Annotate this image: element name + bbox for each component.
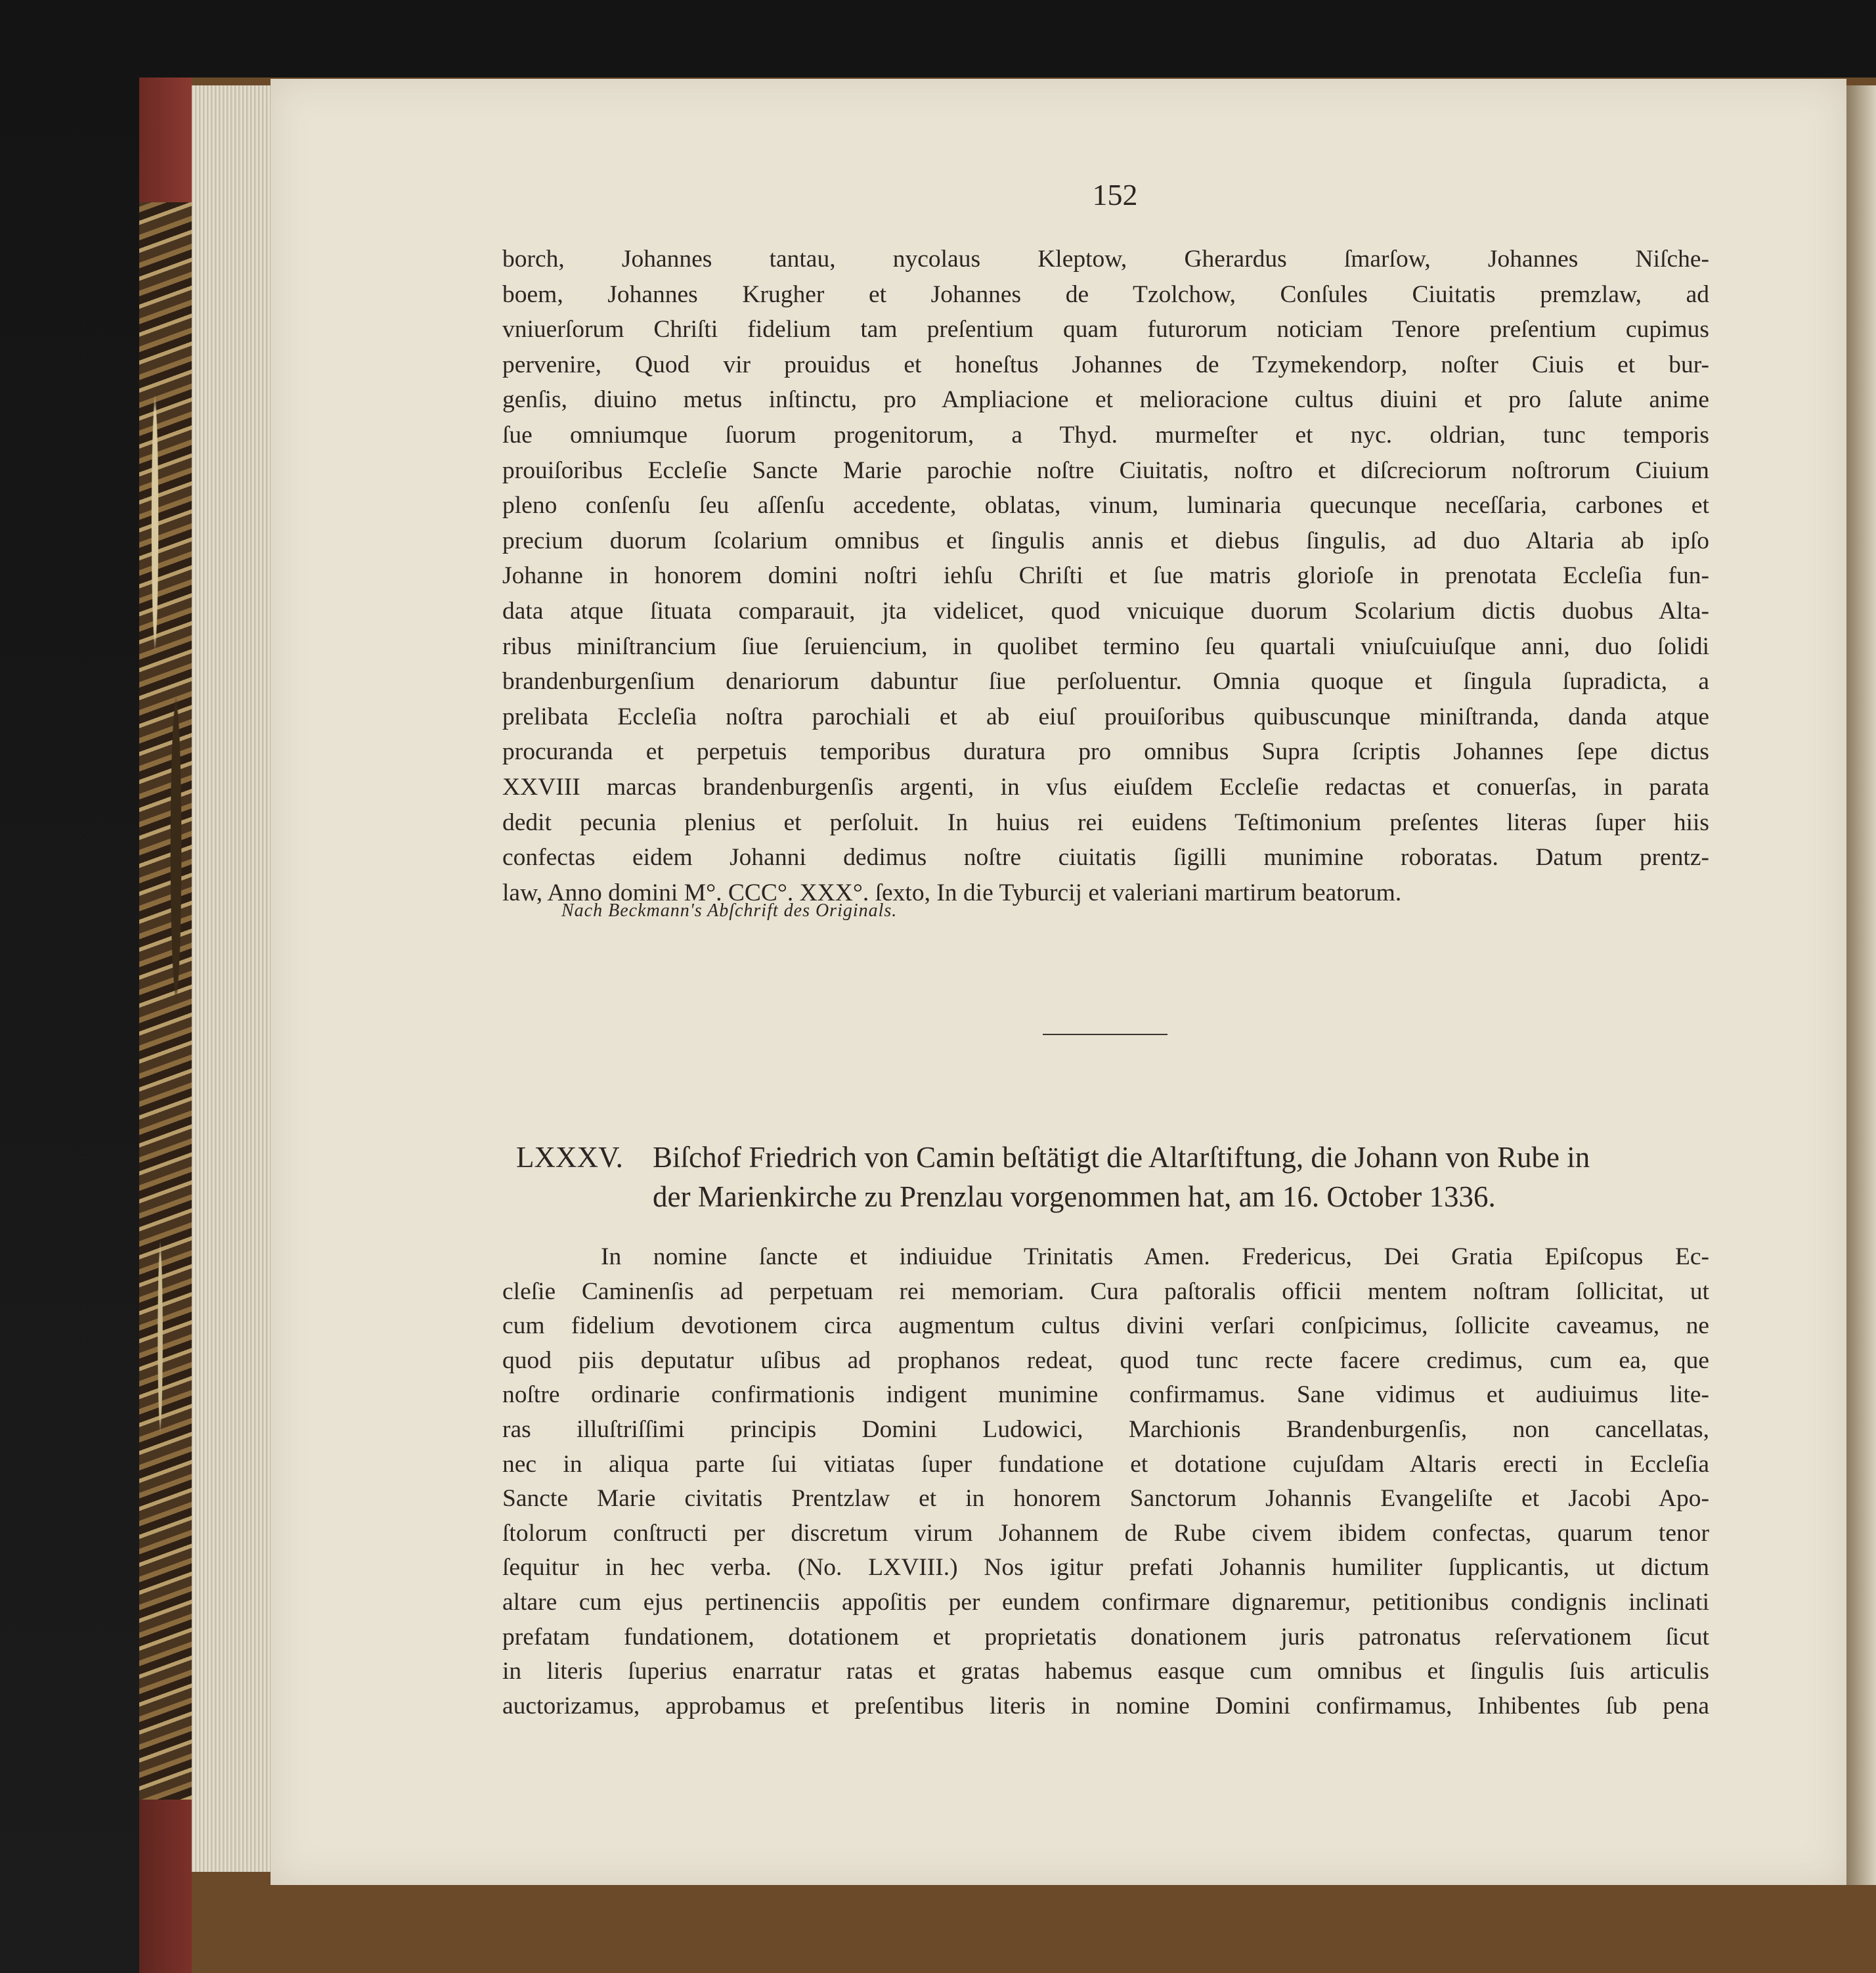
text-line: noſtre ordinarie confirmationis indigent munimine confirmamus. Sane vidimus et audiuimus lite- [502, 1381, 1709, 1409]
text-line: cum fidelium devotionem circa augmentum cultus divini verſari conſpicimus, ſollicite caveamus, ne [502, 1312, 1709, 1340]
text-line: In nomine ſancte et indiuidue Trinitatis Amen. Fredericus, Dei Gratia Epiſcopus Ec- [601, 1243, 1709, 1270]
text-line: pervenire, Quod vir prouidus et honeſtus Johannes de Tzymekendorp, noſter Ciuis et bur- [502, 351, 1709, 378]
text-line: ſtolorum conſtructi per discretum virum Johannem de Rube civem ibidem confectas, quarum tenor [502, 1519, 1709, 1547]
text-line: data atque ſituata comparauit, jta videlicet, quod vnicuique duorum Scolarium dictis duobus Alta- [502, 597, 1709, 625]
heading-line-1 [516, 1138, 1718, 1177]
text-line: quod piis deputatur uſibus ad prophanos redeat, quod tunc recte facere credimus, cum ea, que [502, 1346, 1709, 1374]
document-heading [516, 1138, 1718, 1216]
text-line: ſequitur in hec verba. (No. LXVIII.) Nos igitur prefati Johannis humiliter ſupplicantis, ut dictum [502, 1554, 1709, 1582]
text-line: vniuerſorum Chriſti fidelium tam preſentium quam futurorum noticiam Tenore preſentium cupimus [502, 316, 1709, 344]
document-number: LXXXV. [516, 1141, 623, 1174]
source-note: Nach Beckmann's Abſchrift des Originals. [561, 900, 898, 921]
text-line: Sancte Marie civitatis Prentzlaw et in honorem Sanctorum Johannis Evangeliſte et Jacobi Apo- [502, 1485, 1709, 1513]
text-line: ribus miniſtrancium ſiue ſeruiencium, in quolibet termino ſeu quartali vniuſcuiuſque anni, duo ſolidi [502, 632, 1709, 660]
facing-page-edge [1846, 85, 1876, 1885]
text-line: ſue omniumque ſuorum progenitorum, a Thyd. murmeſter et nyc. oldrian, tunc temporis [502, 421, 1709, 449]
text-line: in literis ſuperius enarratur ratas et gratas habemus easque cum omnibus et ſingulis ſuis articulis [502, 1658, 1709, 1685]
text-line: procuranda et perpetuis temporibus duratura pro omnibus Supra ſcriptis Johannes ſepe dictus [502, 738, 1709, 766]
text-line: prelibata Eccleſia noſtra parochiali et ab eiuſ prouiſoribus quibuscunque miniſtranda, danda atque [502, 703, 1709, 730]
page-number: 152 [1092, 178, 1138, 211]
text-line: auctorizamus, approbamus et preſentibus literis in nomine Domini confirmamus, Inhibentes ſub pena [502, 1692, 1709, 1719]
text-line: ras illuſtriſſimi principis Domini Ludowici, Marchionis Brandenburgenſis, non cancellatas, [502, 1415, 1709, 1443]
text-line: dedit pecunia plenius et perſoluit. In huius rei euidens Teſtimonium preſentes literas ſuper hiis [502, 809, 1709, 836]
text-line: confectas eidem Johanni dedimus noſtre ciuitatis ſigilli munimine roboratas. Datum prentz- [502, 844, 1709, 872]
page-edges [192, 85, 271, 1872]
text-line: pleno conſenſu ſeu aſſenſu accedente, oblatas, vinum, luminaria quecunque neceſſaria, carbones et [502, 492, 1709, 520]
heading-title-1: Biſchof Friedrich von Camin beſtätigt die Altarſtiftung, die Johann von Rube in [653, 1141, 1590, 1174]
spine-leather-bottom [139, 1800, 192, 1973]
section-divider [1043, 1034, 1167, 1035]
spine-leather-top [139, 78, 192, 202]
text-line: cleſie Caminenſis ad perpetuam rei memoriam. Cura paſtoralis officii mentem noſtram ſollicitat, ut [502, 1277, 1709, 1305]
marbled-cover-edge [139, 197, 192, 1826]
text-line: prefatam fundationem, dotationem et proprietatis donationem juris patronatus reſervationem ſicut [502, 1623, 1709, 1651]
text-line: law, Anno domini M°. CCC°. XXX°. ſexto, In die Tyburcij et valeriani martirum beatorum. [502, 879, 1402, 906]
text-line: prouiſoribus Eccleſie Sancte Marie parochie noſtre Ciuitatis, noſtro et diſcreciorum noſtrorum Ciuium [502, 456, 1709, 484]
text-line: XXVIII marcas brandenburgenſis argenti, in vſus eiuſdem Eccleſie redactas et conuerſas, in parata [502, 773, 1709, 801]
text-line: altare cum ejus pertinenciis appoſitis per eundem confirmare dignaremur, petitionibus condignis inclinati [502, 1588, 1709, 1616]
text-line: Johanne in honorem domini noſtri iehſu Chriſti et ſue matris glorioſe in prenotata Eccleſia fun- [502, 562, 1709, 590]
paragraph-charter-text [502, 242, 1709, 910]
text-line: brandenburgenſium denariorum dabuntur ſiue perſoluentur. Omnia quoque et ſingula ſupradicta, a [502, 668, 1709, 696]
paragraph-confirmation-text [502, 1240, 1709, 1723]
text-line: boem, Johannes Krugher et Johannes de Tzolchow, Conſules Ciuitatis premzlaw, ad [502, 280, 1709, 308]
text-line: genſis, diuino metus inſtinctu, pro Ampliacione et melioracione cultus diuini et pro ſalute anime [502, 386, 1709, 414]
text-line: borch, Johannes tantau, nycolaus Kleptow, Gherardus ſmarſow, Johannes Niſche- [502, 246, 1709, 273]
text-line: nec in aliqua parte ſui vitiatas ſuper fundatione et dotatione cujuſdam Altaris erecti in Eccleſia [502, 1450, 1709, 1478]
text-line: precium duorum ſcolarium omnibus et ſingulis annis et diebus ſingulis, ad duo Altaria ab ipſo [502, 527, 1709, 554]
heading-line-2: der Marienkirche zu Prenzlau vorgenommen hat, am 16. October 1336. [653, 1180, 1496, 1213]
